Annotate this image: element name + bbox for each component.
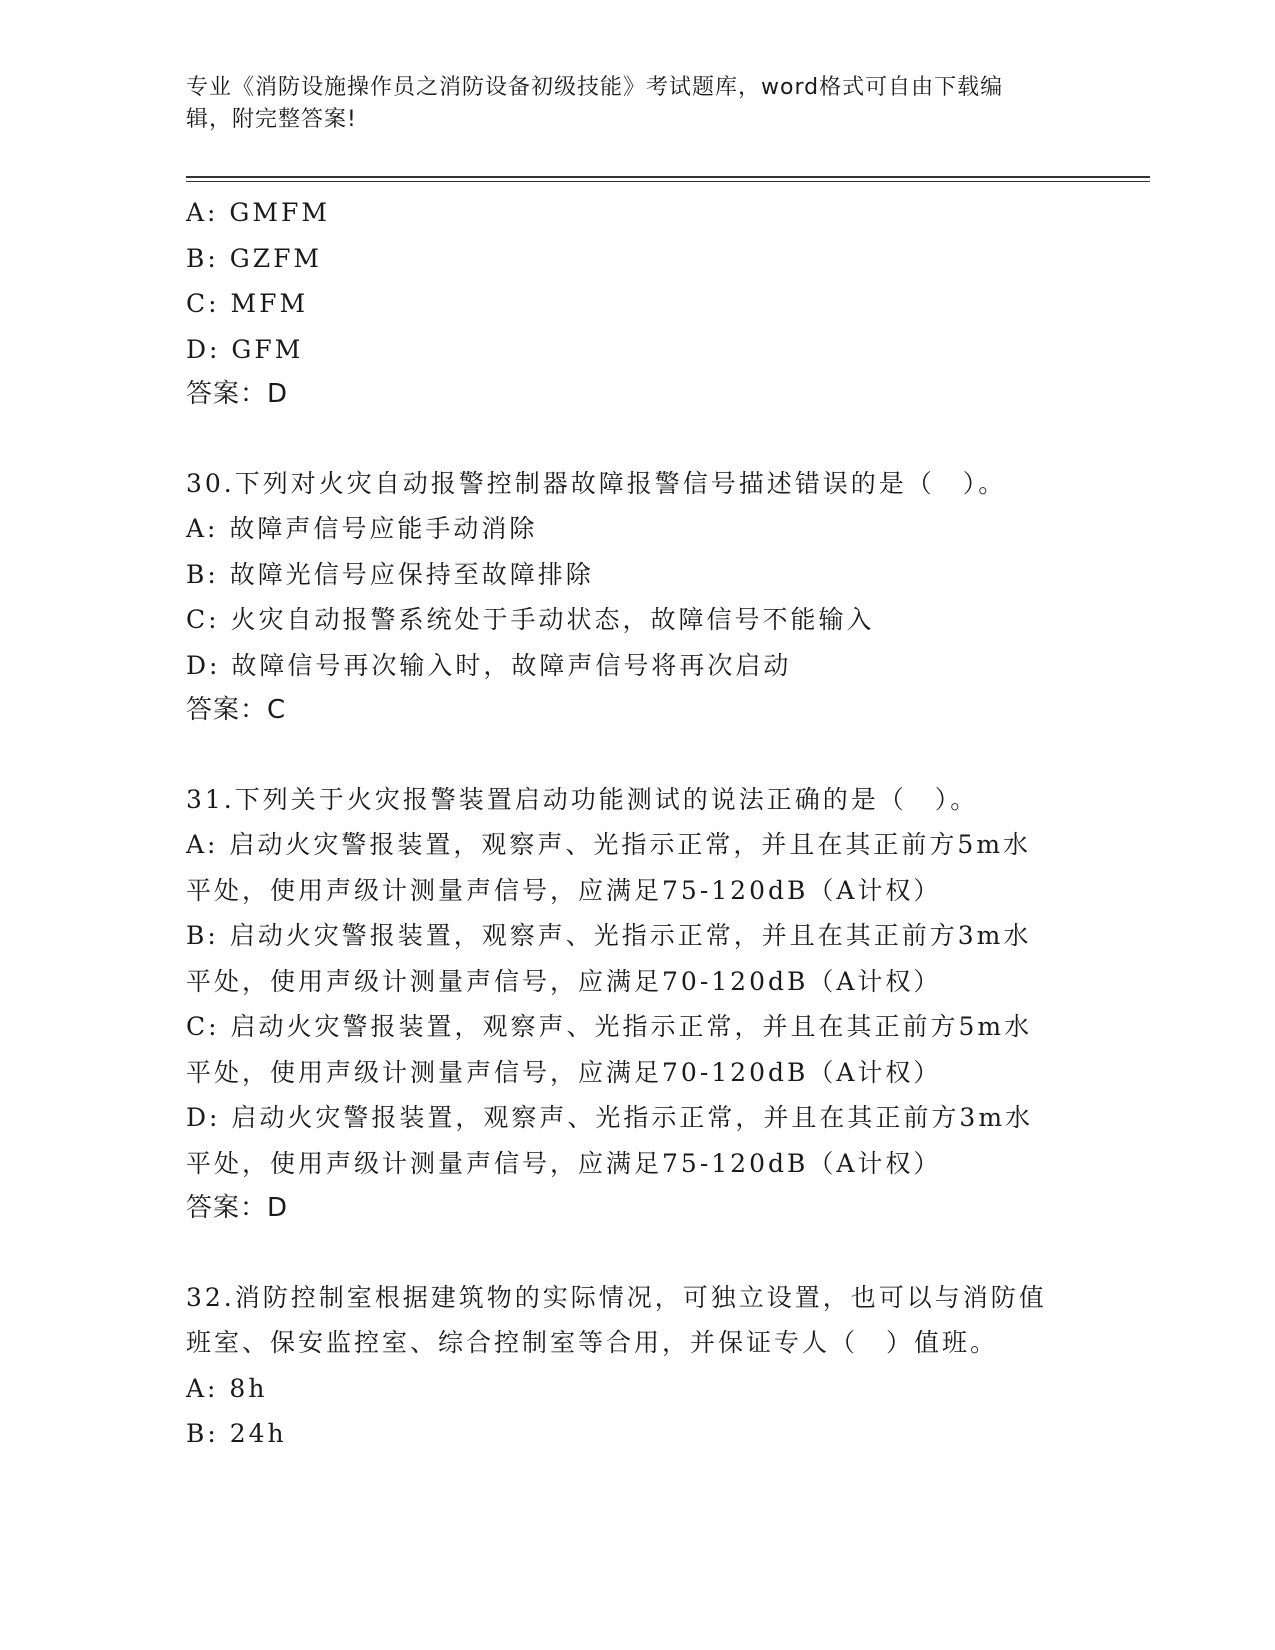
option-a: A: 故障声信号应能手动消除 <box>186 514 538 543</box>
option-c-line-2: 平处，使用声级计测量声信号，应满足70-120dB（A计权） <box>186 1057 942 1087</box>
option-d-line-1: D: 启动火灾警报装置，观察声、光指示正常，并且在其正前方3m水 <box>186 1103 1034 1132</box>
question-stem-line-2: 班室、保安监控室、综合控制室等合用，并保证专人（ ）值班。 <box>186 1328 999 1357</box>
option-b: B: GZFM <box>186 243 323 273</box>
question-31 <box>186 777 1086 1232</box>
spacer <box>186 1232 1086 1275</box>
option-a: A: GMFM <box>186 198 330 227</box>
question-stem: 31.下列关于火灾报警装置启动功能测试的说法正确的是（ ）。 <box>186 784 979 814</box>
option-d: D: 故障信号再次输入时，故障声信号将再次启动 <box>186 650 792 680</box>
option-b: B: 故障光信号应保持至故障排除 <box>186 559 594 589</box>
header-line-1: 专业《消防设施操作员之消防设备初级技能》考试题库，word格式可自由下载编 <box>186 75 1004 100</box>
answer-line: 答案：C <box>186 695 287 725</box>
option-a-line-2: 平处，使用声级计测量声信号，应满足75-120dB（A计权） <box>186 875 942 905</box>
question-stem-line-1: 32.消防控制室根据建筑物的实际情况，可独立设置，也可以与消防值 <box>186 1282 1047 1312</box>
answer-line: 答案：D <box>186 1193 289 1223</box>
header-divider-thick <box>186 176 1150 178</box>
question-29 <box>186 190 1086 418</box>
question-32 <box>186 1275 1086 1457</box>
option-a: A: 8h <box>186 1373 268 1403</box>
option-c: C: 火灾自动报警系统处于手动状态，故障信号不能输入 <box>186 605 875 634</box>
option-b: B: 24h <box>186 1419 287 1448</box>
header-divider-thin <box>186 181 1150 182</box>
header-line-2: 辑，附完整答案! <box>186 107 357 132</box>
option-d: D: GFM <box>186 334 304 364</box>
spacer <box>186 418 1086 461</box>
spacer <box>186 734 1086 777</box>
option-c: C: MFM <box>186 289 309 318</box>
option-d-line-2: 平处，使用声级计测量声信号，应满足75-120dB（A计权） <box>186 1148 942 1178</box>
answer-line: 答案：D <box>186 379 289 409</box>
option-b-line-2: 平处，使用声级计测量声信号，应满足70-120dB（A计权） <box>186 966 942 996</box>
option-c-line-1: C: 启动火灾警报装置，观察声、光指示正常，并且在其正前方5m水 <box>186 1012 1033 1041</box>
option-b-line-1: B: 启动火灾警报装置，观察声、光指示正常，并且在其正前方3m水 <box>186 921 1032 950</box>
question-30 <box>186 461 1086 734</box>
question-stem: 30.下列对火灾自动报警控制器故障报警信号描述错误的是（ ）。 <box>186 468 1007 498</box>
page-header <box>186 72 1086 136</box>
question-list <box>186 190 1086 1457</box>
option-a-line-1: A: 启动火灾警报装置，观察声、光指示正常，并且在其正前方5m水 <box>186 830 1032 859</box>
